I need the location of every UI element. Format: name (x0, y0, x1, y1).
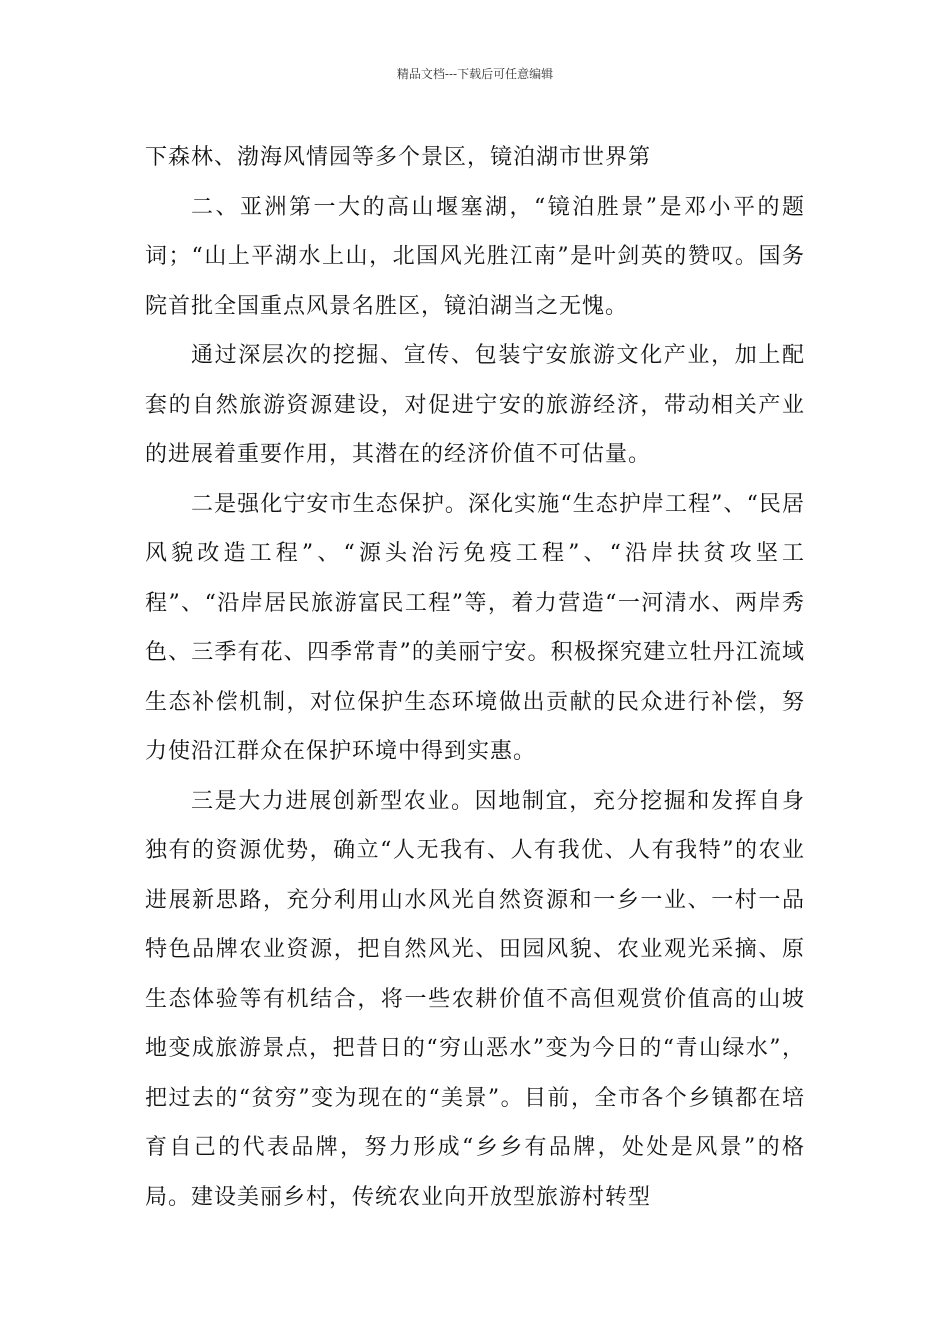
paragraph-continuation: 下森林、渤海风情园等多个景区，镜泊湖市世界第 (145, 145, 652, 170)
paragraph-tourism-culture: 通过深层次的挖掘、宣传、包装宁安旅游文化产业，加上配套的自然旅游资源建设，对促进宁安的旅游经济，带动相关产业的进展着重要作用，其潜在的经济价值不可估量。 (145, 343, 805, 467)
paragraph-jingpo-lake: 二、亚洲第一大的高山堰塞湖，“镜泊胜景”是邓小平的题词；“山上平湖水上山，北国风光胜江南”是叶剑英的赞叹。国务院首批全国重点风景名胜区，镜泊湖当之无愧。 (145, 194, 805, 319)
paragraph-ecological-protection: 二是强化宁安市生态保护。深化实施“生态护岸工程”、“民居风貌改造工程”、“源头治污免疫工程”、“沿岸扶贫攻坚工程”、“沿岸居民旅游富民工程”等，着力营造“一河清水、两岸秀色、三季有花、四季常青”的美丽宁安。积极探究建立牡丹江流域生态补偿机制，对位保护生态环境做出贡献的民众进行补偿，努力使沿江群众在保护环境中得到实惠。 (145, 491, 805, 764)
page-header: 精品文档---下载后可任意编辑 (396, 67, 554, 81)
paragraph-innovative-agriculture: 三是大力进展创新型农业。因地制宜，充分挖掘和发挥自身独有的资源优势，确立“人无我有、人有我优、人有我特”的农业进展新思路，充分利用山水风光自然资源和一乡一业、一村一品特色品牌农业资源，把自然风光、田园风貌、农业观光采摘、原生态体验等有机结合，将一些农耕价值不高但观赏价值高的山坡地变成旅游景点，把昔日的“穷山恶水”变为今日的“青山绿水”，把过去的“贫穷”变为现在的“美景”。目前，全市各个乡镇都在培育自己的代表品牌，努力形成“乡乡有品牌，处处是风景”的格局。建设美丽乡村，传统农业向开放型旅游村转型 (145, 788, 805, 1210)
document-body (145, 133, 805, 1222)
